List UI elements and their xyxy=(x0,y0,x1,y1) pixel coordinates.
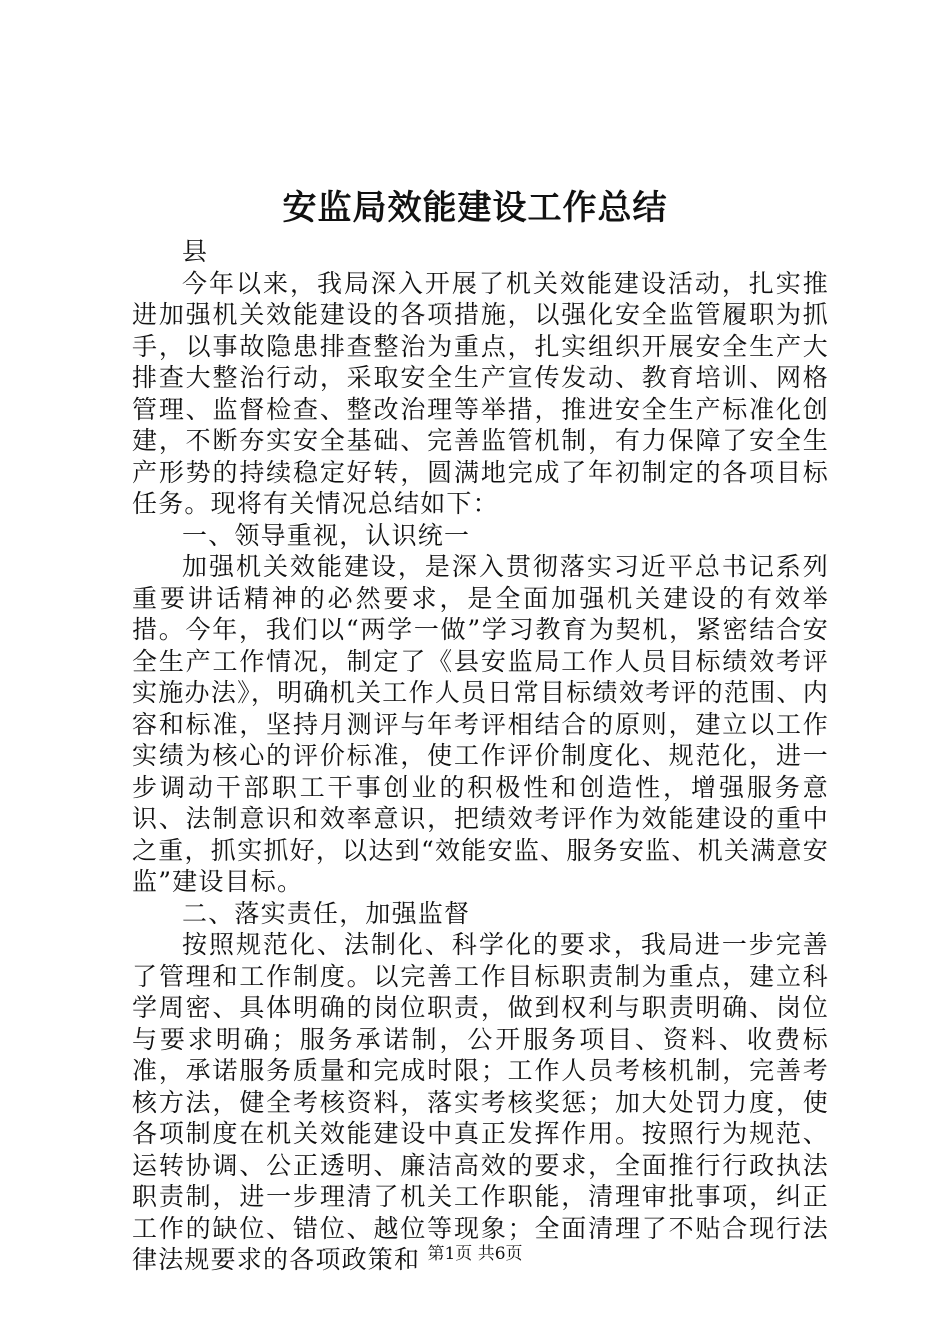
paragraph-county: 县 xyxy=(182,237,209,266)
paragraph-section-1: 加强机关效能建设，是深入贯彻落实习近平总书记系列重要讲话精神的必然要求，是全面加强机关建设的有效举措。今年，我们以“两学一做”学习教育为契机，紧密结合安全生产工作情况，制定了《县安监局工作人员目标绩效考评实施办法》，明确机关工作人员日常目标绩效考评的范围、内容和标准，坚持月测评与年考评相结合的原则，建立以工作实绩为核心的评价标准，使工作评价制度化、规范化，进一步调动干部职工干事创业的积极性和创造性，增强服务意识、法制意识和效率意识，把绩效考评作为效能建设的重中之重，抓实抓好，以达到“效能安监、服务安监、机关满意安监”建设目标。 xyxy=(132,552,829,896)
paragraph-section-2: 按照规范化、法制化、科学化的要求，我局进一步完善了管理和工作制度。以完善工作目标职责制为重点，建立科学周密、具体明确的岗位职责，做到权利与职责明确、岗位与要求明确；服务承诺制，公开服务项目、资料、收费标准，承诺服务质量和完成时限；工作人员考核机制，完善考核方法，健全考核资料，落实考核奖惩；加大处罚力度，使各项制度在机关效能建设中真正发挥作用。按照行为规范、运转协调、公正透明、廉洁高效的要求，全面推行行政执法职责制，进一步理清了机关工作职能，清理审批事项，纠正工作的缺位、错位、越位等现象；全面清理了不贴合现行法律法规要求的各项政策和 xyxy=(132,930,829,1274)
section-heading-1: 一、领导重视，认识统一 xyxy=(182,520,471,550)
section-heading-2: 二、落实责任，加强监督 xyxy=(182,898,471,928)
document-body xyxy=(132,236,829,1276)
paragraph-intro: 今年以来，我局深入开展了机关效能建设活动，扎实推进加强机关效能建设的各项措施，以强化安全监管履职为抓手，以事故隐患排查整治为重点，扎实组织开展安全生产大排查大整治行动，采取安全生产宣传发动、教育培训、网格管理、监督检查、整改治理等举措，推进安全生产标准化创建，不断夯实安全基础、完善监管机制，有力保障了安全生产形势的持续稳定好转，圆满地完成了年初制定的各项目标任务。现将有关情况总结如下： xyxy=(132,268,829,518)
document-title: 安监局效能建设工作总结 xyxy=(282,188,668,228)
page-footer: 第1页 共6页 xyxy=(427,1244,523,1264)
